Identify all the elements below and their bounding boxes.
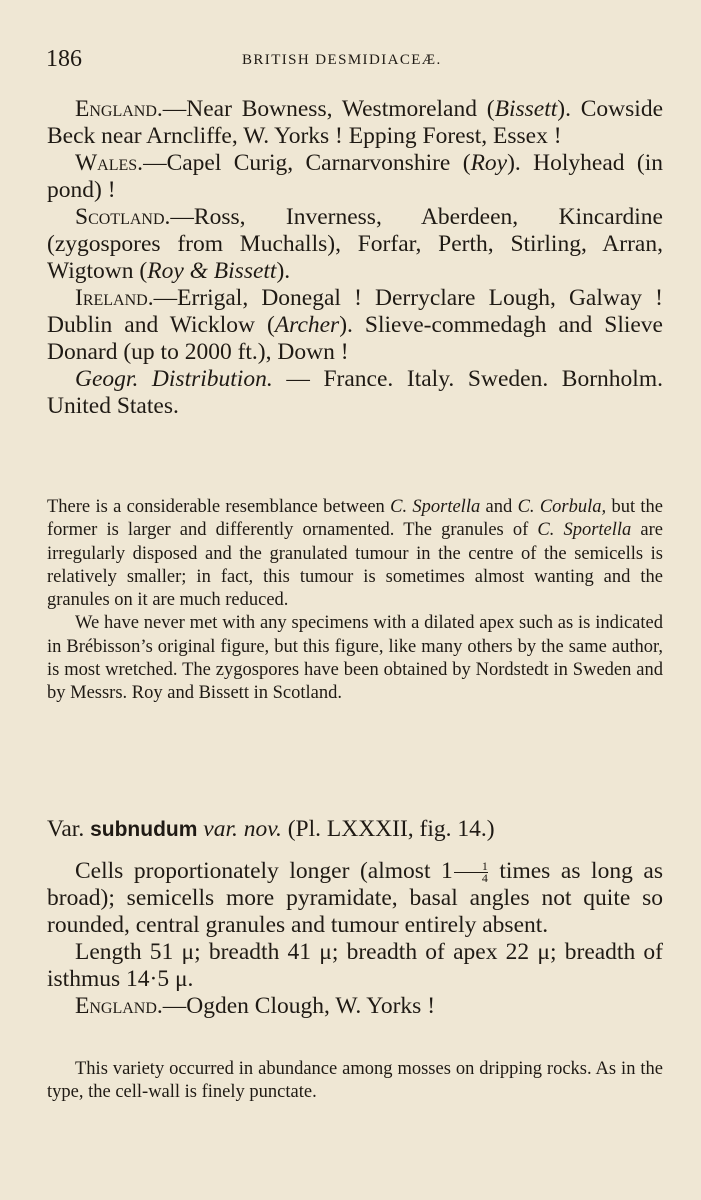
england-record: England.—Near Bowness, Westmoreland (Bissett). Cowside Beck near Arncliffe, W. Yorks ! Epping Forest, Essex ! (47, 96, 664, 149)
region-label: Scotland. (75, 204, 171, 230)
note-paragraph-2: We have never met with any specimens with a dilated apex such as is indicated in Brébisson’s original figure, but this figure, like many others by the same author, is most wretched. The zygospores have been obtained by Nordstedt in Sweden and by Messrs. Roy and Bissett in Scotland. (47, 613, 663, 704)
region-label: Wales. (75, 150, 144, 176)
running-title: BRITISH DESMIDIACEÆ. (242, 52, 442, 68)
page-number: 186 (46, 46, 82, 72)
plate-reference: (Pl. LXXXII, fig. 14.) (281, 816, 495, 842)
collector: Archer (274, 312, 340, 338)
ireland-record: Ireland.—Errigal, Donegal ! Derryclare Lough, Galway ! Dublin and Wicklow (Archer). Slieve-commedagh and Slieve Donard (up to 2000 ft.), Down ! (47, 285, 663, 365)
variety-england-record: England.—Ogden Clough, W. Yorks ! (75, 993, 436, 1019)
variety-status: var. nov. (203, 816, 282, 842)
distribution-records (47, 96, 663, 420)
collector: Roy & Bissett (147, 258, 277, 284)
variety-diagnosis: Cells proportionately longer (almost 1 $\frac{1}{4}$ times as long as broad); semicells more pyramidate, basal angles not quite so rounded, central granules and tumour entirely absent. (47, 858, 663, 938)
collector: Roy (470, 150, 508, 176)
variety-description (47, 858, 663, 1020)
region-label: England. (75, 96, 163, 122)
variety-note: This variety occurred in abundance among mosses on dripping rocks. As in the type, the cell-wall is finely punctate. (47, 1059, 663, 1103)
scotland-record: Scotland.—Ross, Inverness, Aberdeen, Kincardine (zygospores from Muchalls), Forfar, Perth, Stirling, Arran, Wigtown (Roy & Bissett). (47, 204, 663, 284)
wales-record: Wales.—Capel Curig, Carnarvonshire (Roy). Holyhead (in pond) ! (47, 150, 663, 203)
variety-name: subnudum (90, 818, 198, 841)
variety-heading: Var. subnudum var. nov. (Pl. LXXXII, fig. 14.) (47, 816, 495, 842)
region-label: Ireland. (75, 285, 154, 311)
notes-block (47, 496, 663, 706)
variety-measurements: Length 51 μ; breadth 41 μ; breadth of apex 22 μ; breadth of isthmus 14·5 μ. (47, 939, 663, 992)
fraction: $\frac{1}{4}$ (454, 861, 488, 884)
page-header (46, 46, 662, 76)
geographic-distribution: Geogr. Distribution. — France. Italy. Sweden. Bornholm. United States. (47, 366, 663, 419)
geogr-label: Geogr. Distribution. (75, 366, 273, 392)
collector: Bissett (494, 96, 558, 122)
region-label: England. (75, 993, 163, 1019)
note-paragraph-1: There is a considerable resemblance between C. Sportella and C. Corbula, but the former is larger and differently ornamented. The granules of C. Sportella are irregularly disposed and the granulated tumour in the centre of the semicells is relatively smaller; in fact, this tumour is sometimes almost wanting and the granules on it are much reduced. (47, 497, 663, 611)
